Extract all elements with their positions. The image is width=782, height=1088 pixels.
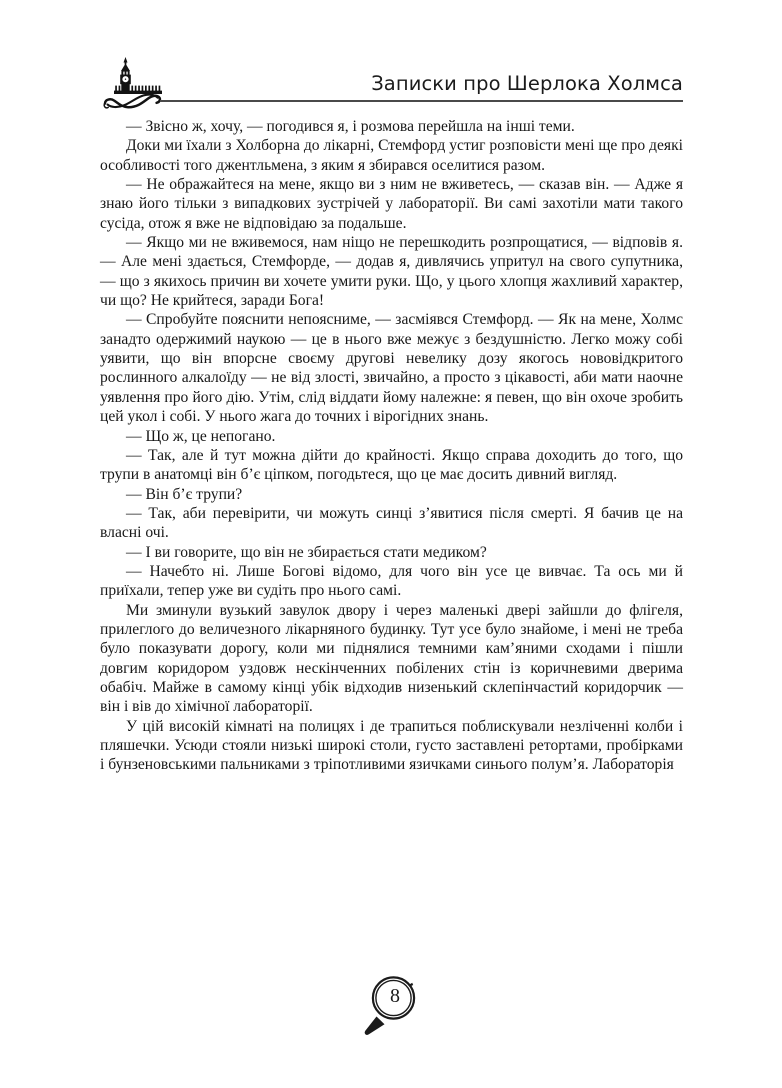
- page-footer: [0, 958, 782, 1050]
- calligraphic-flourish-icon: [104, 95, 160, 108]
- clock-tower-icon: [100, 56, 220, 112]
- paragraph: — І ви говорите, що він не збирається стати медиком?: [126, 543, 487, 561]
- paragraph: — Не ображайтеся на мене, якщо ви з ним не вживетесь, — сказав він. — Адже я знаю його тільки з випадкових зустрічей у лабораторії. Ви самі захотіли мати такого сусіда, отож я вже не відповідаю за подальше.: [100, 176, 683, 232]
- header-rule: [160, 100, 683, 102]
- paragraph: Ми зминули вузький завулок двору і через маленькі двері зайшли до флігеля, прилеглого до величезного лікарняного будинку. Тут усе було знайоме, і мені не треба було показувати дорогу, коли ми піднялися темними кам’яними сходами і пішли довгим коридором уздовж нескінченних побілених стін із коричневими дверима обабіч. Майже в самому кінці убік відходив низенький склепінчастий коридорчик — він і вів до хімічної лабораторії.: [100, 601, 683, 716]
- paragraph: — Так, але й тут можна дійти до крайності. Якщо справа доходить до того, що трупи в анатомці він б’є ціпком, погодьтеся, що це має досить дивний вигляд.: [100, 446, 683, 484]
- paragraph: — Спробуйте пояснити непоясниме, — засміявся Стемфорд. — Як на мене, Холмс занадто одержимий наукою — це в нього вже межує з бездушністю. Легко можу собі уявити, що він впорсне своєму другові невелику дозу якогось нововідкритого рослинного алкалоїду — не від злості, звичайно, а просто з цікавості, аби мати наочне уявлення про його дію. Утім, слід віддати йому належне: я певен, що він охоче зробить цей укол і собі. У нього жага до точних і вірогідних знань.: [100, 311, 683, 426]
- paragraph: — Що ж, це непогано.: [126, 427, 276, 445]
- page-number: 8: [390, 984, 400, 1007]
- running-title: Записки про Шерлока Холмса: [371, 72, 683, 95]
- magnifying-glass-icon: [345, 958, 437, 1050]
- page-body: [100, 117, 683, 775]
- running-header: [100, 56, 683, 112]
- paragraph: — Якщо ми не вживемося, нам ніщо не перешкодить розпрощатися, — відповів я. — Але мені здається, Стемфорде, — додав я, дивлячись упритул на свого супутника, — що з якихось причин ви хочете умити руки. Що, у цього хлопця жахливий характер, чи що? Не крийтеся, заради Бога!: [100, 234, 683, 310]
- paragraph: — Звісно ж, хочу, — погодився я, і розмова перейшла на інші теми.: [126, 118, 575, 135]
- paragraph: — Так, аби перевірити, чи можуть синці з’явитися після смерті. Я бачив це на власні очі.: [100, 504, 683, 542]
- paragraph: — Начебто ні. Лише Богові відомо, для чого він усе це вивчає. Та ось ми й приїхали, тепер уже ви судіть про нього самі.: [100, 562, 683, 600]
- paragraph: — Він б’є трупи?: [126, 485, 243, 503]
- paragraph: У цій високій кімнаті на полицях і де трапиться поблискували незліченні колби і пляшечки. Усюди стояли низькі широкі столи, густо заставлені ретортами, пробірками і бунзеновськими пальниками з тріпотливими язичками синього полум’я. Лабораторія: [100, 717, 683, 774]
- paragraph: Доки ми їхали з Холборна до лікарні, Стемфорд устиг розповісти мені ще про деякі особливості того джентльмена, з яким я збирався оселитися разом.: [100, 137, 683, 174]
- page-number-badge: [345, 958, 437, 1050]
